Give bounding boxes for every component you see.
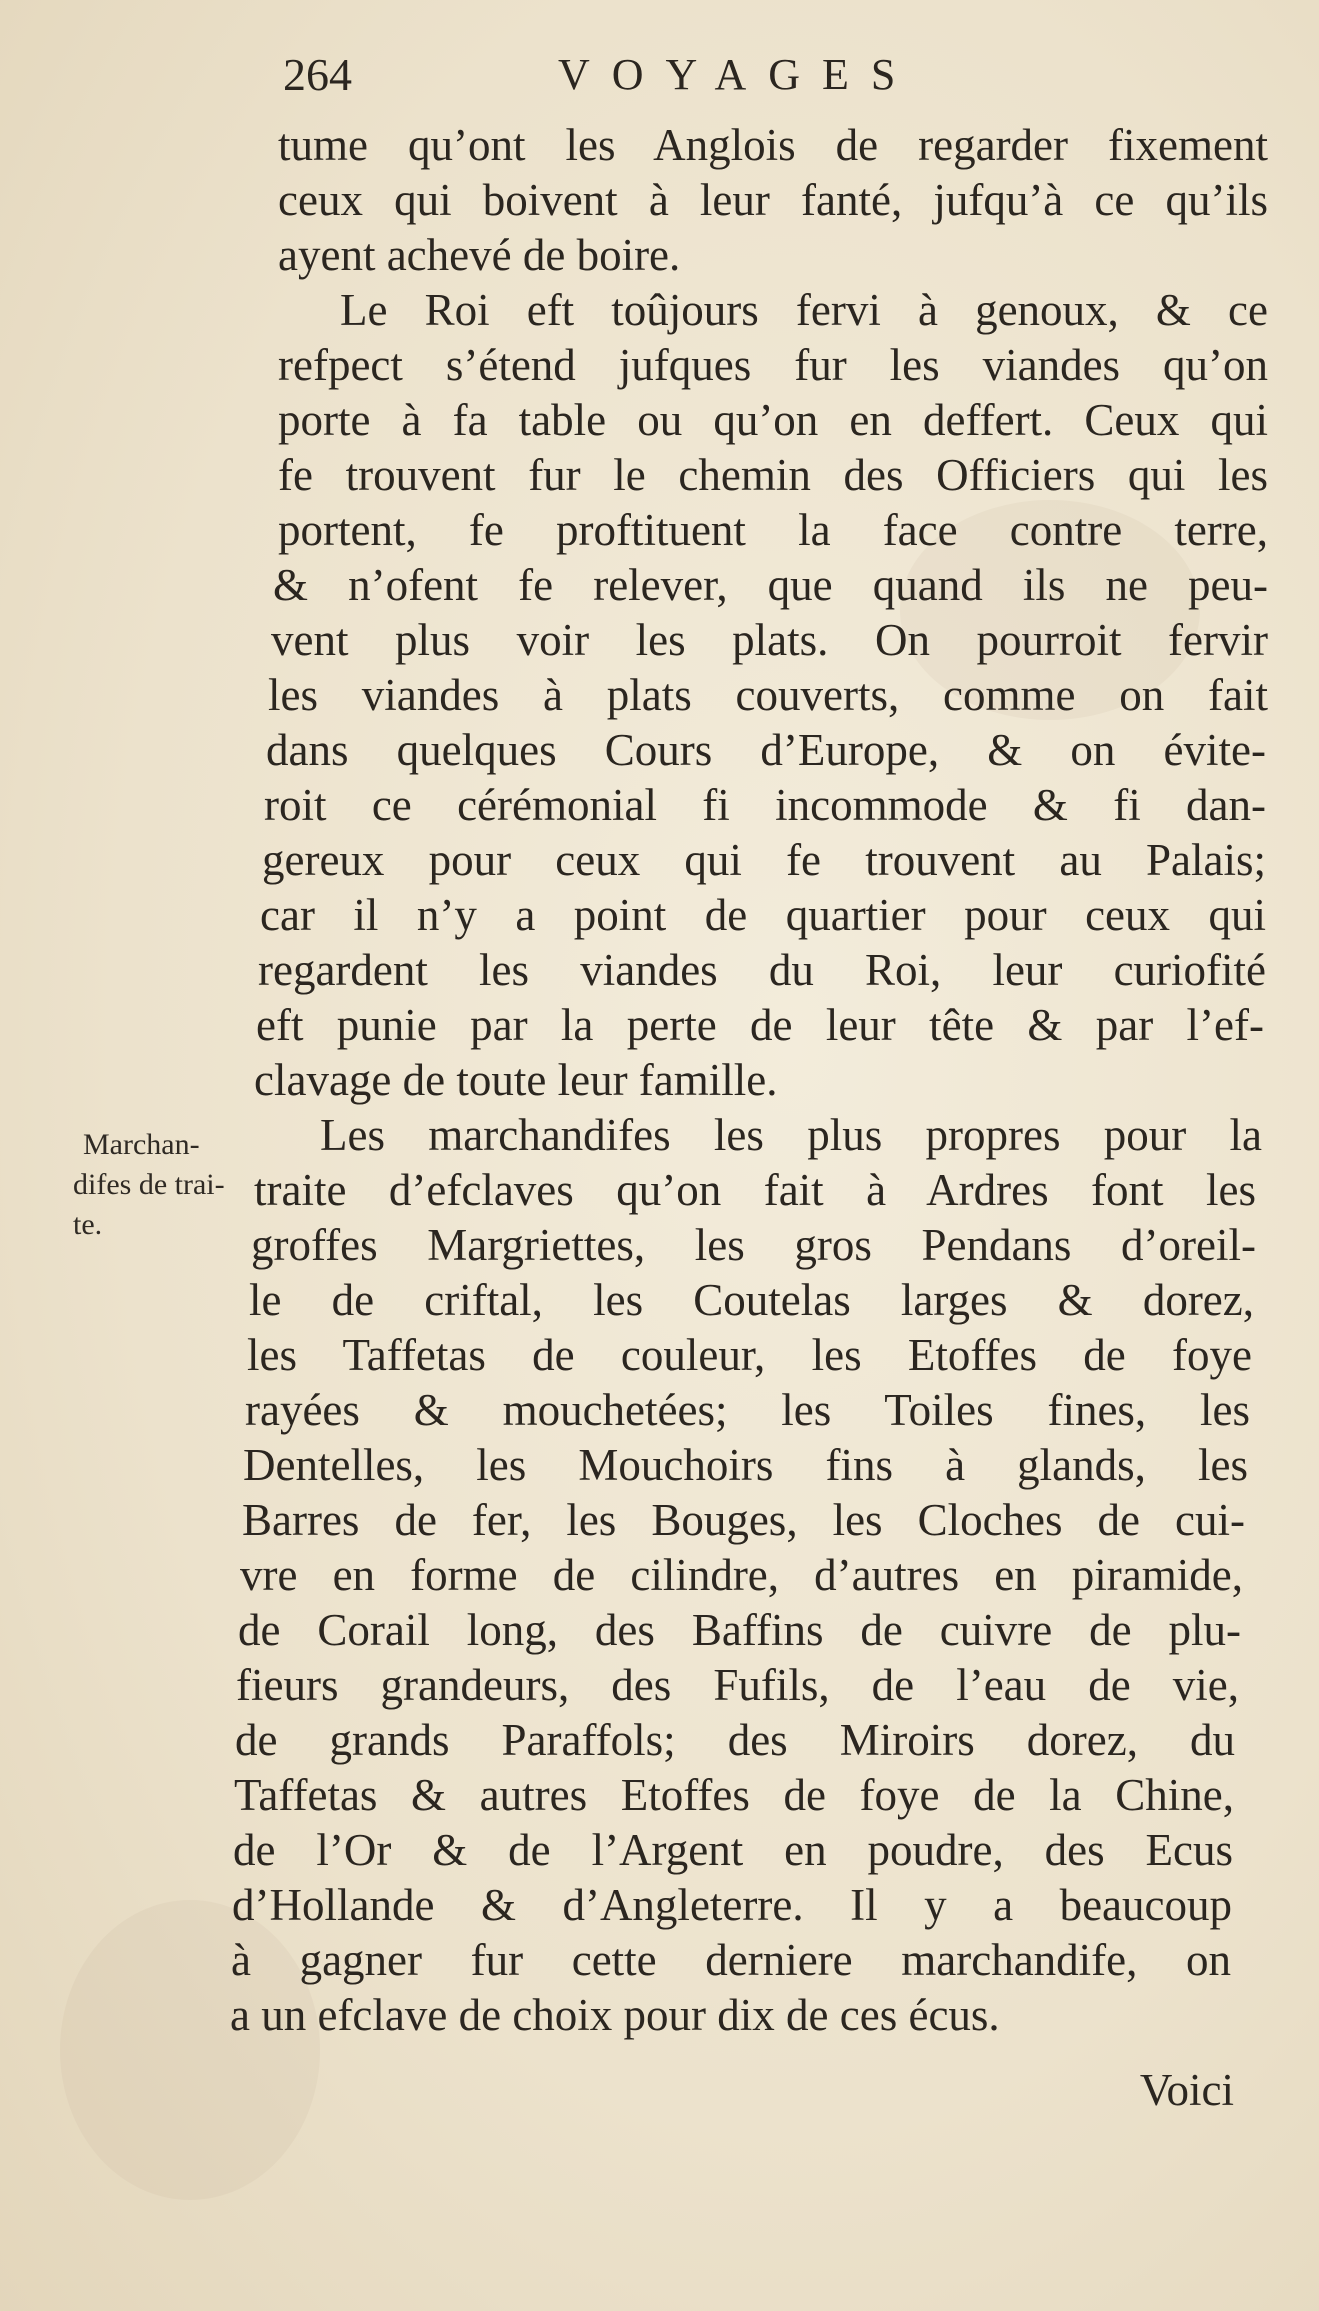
text-line: roit ce cérémonial fi incommode & fi dan- xyxy=(264,780,1266,830)
text-line: porte à fa table ou qu’on en deffert. Ceux qui xyxy=(278,395,1268,445)
text-line: de grands Paraffols; des Miroirs dorez, du xyxy=(235,1715,1235,1765)
text-line: ayent achevé de boire. xyxy=(278,230,681,280)
margin-note-line: te. xyxy=(73,1208,103,1241)
running-head: VOYAGES xyxy=(558,50,918,99)
text-line: traite d’efclaves qu’on fait à Ardres font les xyxy=(254,1165,1256,1215)
text-line: dans quelques Cours d’Europe, & on évite- xyxy=(266,725,1266,775)
text-line: a un efclave de choix pour dix de ces écus. xyxy=(230,1990,1000,2040)
page-header xyxy=(283,40,1003,110)
text-line: fieurs grandeurs, des Fufils, de l’eau de vie, xyxy=(236,1660,1239,1710)
text-line: le de criftal, les Coutelas larges & dorez, xyxy=(249,1275,1254,1325)
text-line: d’Hollande & d’Angleterre. Il y a beaucoup xyxy=(232,1880,1232,1930)
text-line: gereux pour ceux qui fe trouvent au Palais; xyxy=(262,835,1266,885)
text-line: vent plus voir les plats. On pourroit fervir xyxy=(271,615,1268,665)
text-line: Le Roi eft toûjours fervi à genoux, & ce xyxy=(340,285,1268,335)
text-line: les Taffetas de couleur, les Etoffes de foye xyxy=(247,1330,1252,1380)
text-line: les viandes à plats couverts, comme on fait xyxy=(268,670,1268,720)
catchword: Voici xyxy=(1139,2065,1234,2115)
text-line: fe trouvent fur le chemin des Officiers qui les xyxy=(278,450,1268,500)
text-line: groffes Margriettes, les gros Pendans d’oreil- xyxy=(251,1220,1256,1270)
text-line: de Corail long, des Baffins de cuivre de plu- xyxy=(238,1605,1241,1655)
text-line: car il n’y a point de quartier pour ceux qui xyxy=(260,890,1266,940)
text-line: Les marchandifes les plus propres pour la xyxy=(320,1110,1262,1160)
text-line: Dentelles, les Mouchoirs fins à glands, les xyxy=(243,1440,1248,1490)
margin-note-line: difes de trai- xyxy=(73,1168,225,1201)
text-line: regardent les viandes du Roi, leur curiofité xyxy=(258,945,1266,995)
text-line: Taffetas & autres Etoffes de foye de la Chine, xyxy=(234,1770,1234,1820)
margin-note xyxy=(73,1125,273,1245)
text-line: rayées & mouchetées; les Toiles fines, les xyxy=(245,1385,1250,1435)
page-number: 264 xyxy=(283,49,352,100)
margin-note-line: Marchan- xyxy=(83,1128,200,1161)
text-line: portent, fe proftituent la face contre terre, xyxy=(278,505,1268,555)
text-line: de l’Or & de l’Argent en poudre, des Ecus xyxy=(233,1825,1233,1875)
text-line: vre en forme de cilindre, d’autres en piramide, xyxy=(240,1550,1243,1600)
text-line: Barres de fer, les Bouges, les Cloches de cui- xyxy=(242,1495,1245,1545)
text-line: eft punie par la perte de leur tête & par l’ef- xyxy=(256,1000,1264,1050)
text-line: tume qu’ont les Anglois de regarder fixement xyxy=(278,120,1268,170)
text-line: à gagner fur cette derniere marchandife, on xyxy=(231,1935,1231,1985)
text-line: ceux qui boivent à leur fanté, jufqu’à ce qu’ils xyxy=(278,175,1268,225)
text-line: refpect s’étend jufques fur les viandes qu’on xyxy=(278,340,1268,390)
text-line: clavage de toute leur famille. xyxy=(254,1055,778,1105)
text-line: & n’ofent fe relever, que quand ils ne peu- xyxy=(273,560,1268,610)
